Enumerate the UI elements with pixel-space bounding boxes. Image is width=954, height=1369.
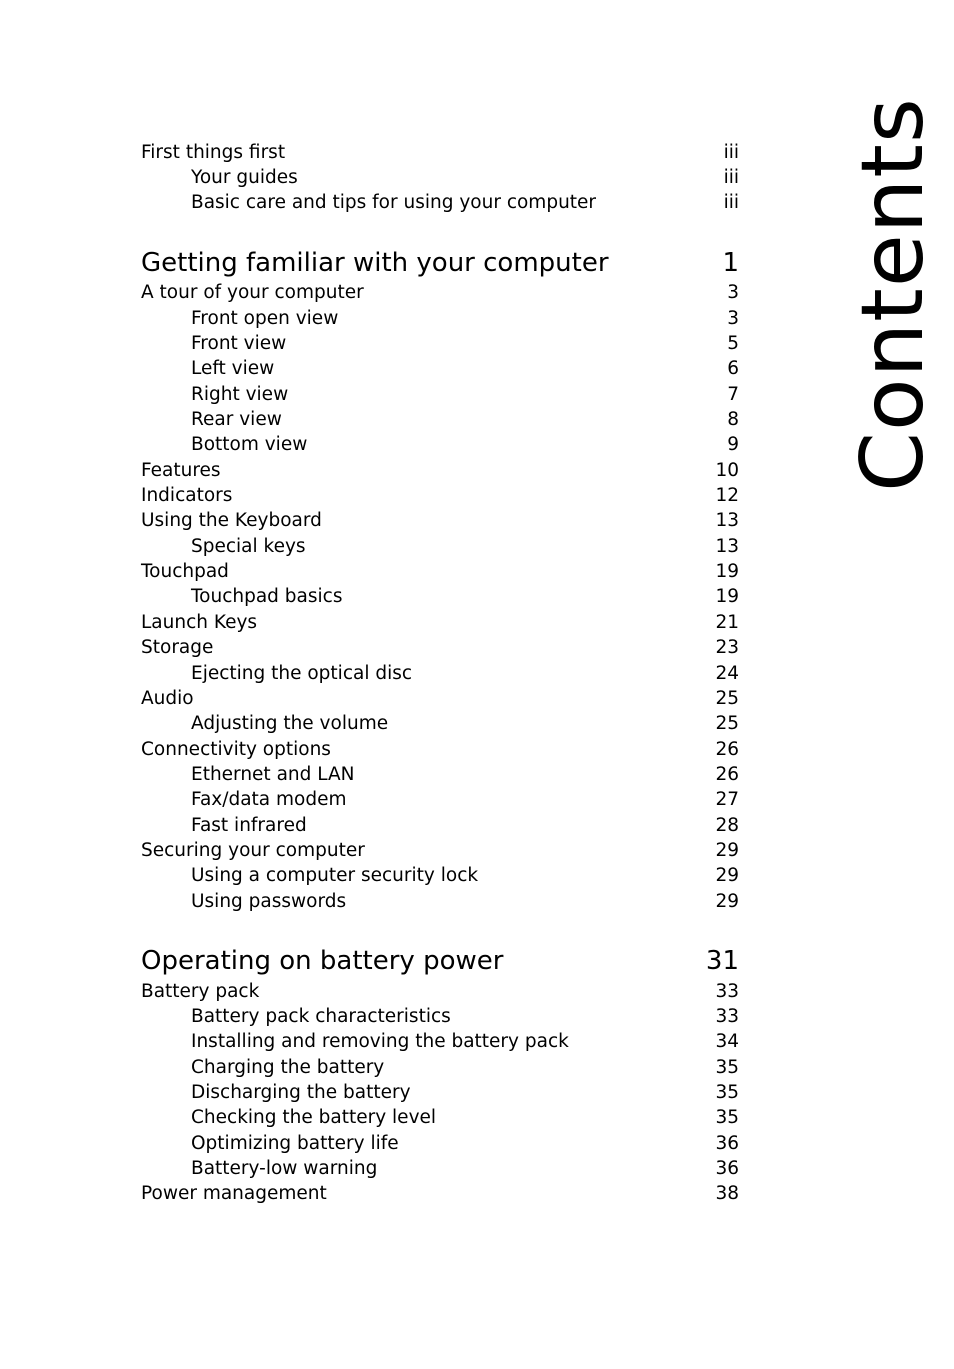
toc-entry-left-view[interactable] xyxy=(191,356,739,381)
toc-entry-page: 33 xyxy=(715,981,739,1002)
toc-entry-title: Bottom view xyxy=(191,434,308,455)
toc-entry-page: 13 xyxy=(715,510,739,531)
toc-entry-title: Touchpad xyxy=(141,561,229,582)
toc-entry-title: Front open view xyxy=(191,308,339,329)
toc-entry-title: Checking the battery level xyxy=(191,1107,437,1128)
toc-entry-first-things-first[interactable] xyxy=(141,140,739,165)
toc-entry-title: Battery pack characteristics xyxy=(191,1006,451,1027)
toc-entry-rear-view[interactable] xyxy=(191,407,739,432)
toc-entry-title: Discharging the battery xyxy=(191,1082,411,1103)
toc-entry-page: 36 xyxy=(715,1133,739,1154)
toc-entry-page: 24 xyxy=(715,663,739,684)
toc-entry-title: Touchpad basics xyxy=(191,586,343,607)
toc-entry-page: 23 xyxy=(715,637,739,658)
toc-entry-touchpad[interactable] xyxy=(141,559,739,584)
toc-entry-page: 34 xyxy=(715,1031,739,1052)
toc-entry-title: Power management xyxy=(141,1183,327,1204)
toc-entry-page: 36 xyxy=(715,1158,739,1179)
toc-entry-checking-battery-level[interactable] xyxy=(191,1105,739,1130)
toc-entry-indicators[interactable] xyxy=(141,483,739,508)
toc-entry-adjusting-volume[interactable] xyxy=(191,711,739,736)
toc-entry-title: Installing and removing the battery pack xyxy=(191,1031,569,1052)
toc-entry-title: Special keys xyxy=(191,536,306,557)
page-heading-text: Contents xyxy=(843,97,943,492)
toc-entry-title: Optimizing battery life xyxy=(191,1133,399,1154)
toc-entry-bottom-view[interactable] xyxy=(191,432,739,457)
toc-entry-title: Your guides xyxy=(191,167,298,188)
toc-entry-page: 10 xyxy=(715,460,739,481)
toc-entry-tour[interactable] xyxy=(141,280,739,305)
toc-entry-title: Using a computer security lock xyxy=(191,865,479,886)
toc-entry-battery-characteristics[interactable] xyxy=(191,1004,739,1029)
toc-entry-audio[interactable] xyxy=(141,686,739,711)
toc-entry-battery-low-warning[interactable] xyxy=(191,1156,739,1181)
toc-entry-fast-infrared[interactable] xyxy=(191,813,739,838)
toc-entry-ejecting-optical-disc[interactable] xyxy=(191,661,739,686)
toc-entry-page: 3 xyxy=(727,308,739,329)
toc-entry-page: 29 xyxy=(715,891,739,912)
toc-entry-page: 35 xyxy=(715,1057,739,1078)
toc-entry-title: Rear view xyxy=(191,409,282,430)
toc-entry-title: Charging the battery xyxy=(191,1057,385,1078)
toc-entry-using-keyboard[interactable] xyxy=(141,508,739,533)
toc-entry-page: 9 xyxy=(727,434,739,455)
toc-entry-page: 19 xyxy=(715,586,739,607)
toc-entry-page: 38 xyxy=(715,1183,739,1204)
toc-entry-page: 13 xyxy=(715,536,739,557)
toc-entry-connectivity-options[interactable] xyxy=(141,737,739,762)
toc-entry-title: Fax/data modem xyxy=(191,789,347,810)
toc-chapter-title: Getting familiar with your computer xyxy=(141,248,609,278)
toc-chapter-title: Operating on battery power xyxy=(141,946,504,976)
toc-entry-your-guides[interactable] xyxy=(191,165,739,190)
toc-entry-launch-keys[interactable] xyxy=(141,610,739,635)
toc-entry-page: 5 xyxy=(727,333,739,354)
toc-entry-page: 25 xyxy=(715,713,739,734)
toc-entry-power-management[interactable] xyxy=(141,1181,739,1206)
toc-entry-title: Right view xyxy=(191,384,289,405)
toc-entry-special-keys[interactable] xyxy=(191,534,739,559)
toc-entry-features[interactable] xyxy=(141,458,739,483)
toc-entry-title: Battery pack xyxy=(141,981,260,1002)
toc-entry-page: 3 xyxy=(727,282,739,303)
toc-entry-title: A tour of your computer xyxy=(141,282,364,303)
toc-entry-title: Audio xyxy=(141,688,194,709)
toc-entry-title: Ejecting the optical disc xyxy=(191,663,413,684)
toc-entry-right-view[interactable] xyxy=(191,382,739,407)
toc-entry-page: 27 xyxy=(715,789,739,810)
toc-entry-page: iii xyxy=(723,167,739,188)
toc-entry-security-lock[interactable] xyxy=(191,863,739,888)
toc-chapter-battery-power[interactable] xyxy=(141,944,739,978)
toc-entry-page: 29 xyxy=(715,840,739,861)
toc-entry-title: Battery-low warning xyxy=(191,1158,378,1179)
toc-entry-fax-data-modem[interactable] xyxy=(191,787,739,812)
toc-entry-touchpad-basics[interactable] xyxy=(191,584,739,609)
toc-entry-optimizing-battery-life[interactable] xyxy=(191,1131,739,1156)
toc-entry-title: Basic care and tips for using your computer xyxy=(191,192,597,213)
toc-entry-title: Using passwords xyxy=(191,891,347,912)
toc-entry-front-view[interactable] xyxy=(191,331,739,356)
toc-entry-title: First things first xyxy=(141,142,286,163)
toc-entry-title: Securing your computer xyxy=(141,840,365,861)
toc-entry-title: Features xyxy=(141,460,221,481)
toc-chapter-getting-familiar[interactable] xyxy=(141,246,739,280)
toc-entry-page: 12 xyxy=(715,485,739,506)
toc-entry-ethernet-lan[interactable] xyxy=(191,762,739,787)
toc-entry-front-open-view[interactable] xyxy=(191,306,739,331)
toc-entry-page: 35 xyxy=(715,1082,739,1103)
toc-chapter-page: 31 xyxy=(705,946,739,976)
toc-entry-page: 7 xyxy=(727,384,739,405)
toc-entry-discharging-battery[interactable] xyxy=(191,1080,739,1105)
toc-entry-title: Launch Keys xyxy=(141,612,258,633)
toc-entry-storage[interactable] xyxy=(141,635,739,660)
toc-entry-page: 19 xyxy=(715,561,739,582)
toc-entry-page: 35 xyxy=(715,1107,739,1128)
toc-entry-title: Front view xyxy=(191,333,287,354)
toc-entry-securing-computer[interactable] xyxy=(141,838,739,863)
toc-entry-page: 26 xyxy=(715,764,739,785)
toc-entry-page: 6 xyxy=(727,358,739,379)
page-heading xyxy=(770,97,943,500)
toc-entry-page: 33 xyxy=(715,1006,739,1027)
toc-entry-battery-pack[interactable] xyxy=(141,979,739,1004)
toc-entry-title: Ethernet and LAN xyxy=(191,764,355,785)
toc-entry-page: 26 xyxy=(715,739,739,760)
toc-entry-title: Indicators xyxy=(141,485,233,506)
toc-entry-title: Adjusting the volume xyxy=(191,713,389,734)
toc-entry-title: Left view xyxy=(191,358,275,379)
toc-entry-page: 25 xyxy=(715,688,739,709)
toc-entry-installing-removing-battery[interactable] xyxy=(191,1029,739,1054)
toc-entry-page: 28 xyxy=(715,815,739,836)
toc-entry-page: 21 xyxy=(715,612,739,633)
toc-entry-title: Using the Keyboard xyxy=(141,510,322,531)
toc-entry-using-passwords[interactable] xyxy=(191,889,739,914)
toc-entry-page: iii xyxy=(723,142,739,163)
toc-entry-title: Storage xyxy=(141,637,214,658)
toc-entry-basic-care[interactable] xyxy=(191,190,739,215)
toc-entry-page: 29 xyxy=(715,865,739,886)
toc-entry-title: Connectivity options xyxy=(141,739,331,760)
toc-chapter-page: 1 xyxy=(722,248,739,278)
toc-entry-charging-battery[interactable] xyxy=(191,1055,739,1080)
toc-entry-title: Fast infrared xyxy=(191,815,307,836)
toc-entry-page: iii xyxy=(723,192,739,213)
toc-entry-page: 8 xyxy=(727,409,739,430)
